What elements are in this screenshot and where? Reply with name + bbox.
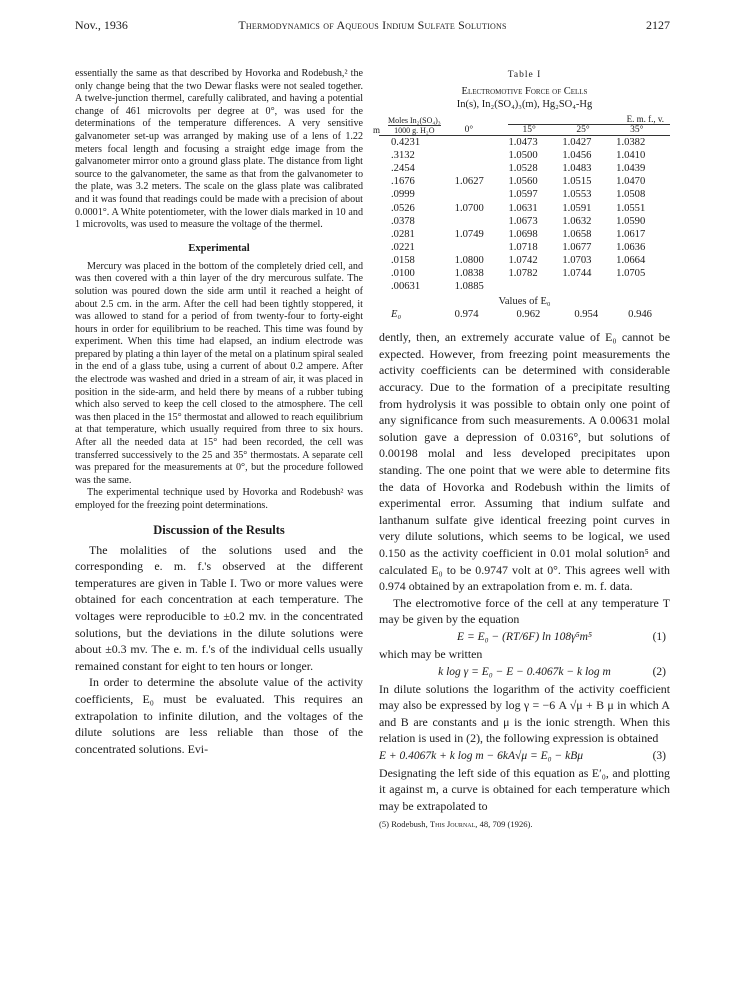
dilute-solution-paragraph: In dilute solutions the logarithm of the activity coefficient may also be expressed by log γ = −6 A √μ + B μ in which A and B are constants and μ is the ionic strength. When this relation is used in (2), the following expression is obtained xyxy=(379,681,670,746)
e0-label: E₀ xyxy=(391,309,402,321)
m-symbol: m xyxy=(373,125,381,135)
table-label: Table I xyxy=(507,70,542,80)
e0-row xyxy=(379,308,670,321)
table-row: .0526 1.0700 1.0631 1.0591 1.0551 xyxy=(391,202,646,214)
table-row: .0221 1.0718 1.0677 1.0636 xyxy=(391,241,646,253)
temp-0-header: 0° xyxy=(464,125,474,135)
temp-35-header: 35° xyxy=(630,125,644,135)
molality-header xyxy=(373,114,455,136)
experimental-paragraph: Mercury was placed in the bottom of the completely dried cell, and was then covered with a thin layer of the dry mercurous sulfate. The solution was poured down the side arm until it reached a height of about 2.5 cm. in the arm. After the cell had been tightly stoppered, it was allowed to stand for a period of from twenty-four to forty-eight hours in order for equilibrium to be reached. This time was found by experiment. When this time had elapsed, an indium electrode was prepared by plating a thin layer of the metal on a platinum spiral sealed in the end of a glass tube, using a current of about 0.2 ampere. After the electrode was washed and dried in a stream of air, it was placed in position in the side-arm, and held there by means of a rubber tubing which also served to keep the cell closed to the atmosphere. The cell was then placed in the 15° thermostat and allowed to reach equilibrium at that temperature, which usually required from three to six hours. After all the needed data at 15° had been recorded, the cell was transferred successively to the 25 and 35° thermostats. A separate cell was prepared for the measurements at 0°, but the procedure followed was the same. xyxy=(75,260,363,486)
temp-15-header: 15° xyxy=(522,125,536,135)
footnote-mark: (5) xyxy=(379,818,390,829)
experimental-heading: Experimental xyxy=(188,242,250,254)
freezing-point-paragraph: The experimental technique used by Hovorka and Rodebush² was employed for the freezing point determinations. xyxy=(75,487,363,511)
footnote-tail: , 48, 709 (1926). xyxy=(475,818,533,829)
footnote-journal: This Journal xyxy=(429,818,476,829)
discussion-paragraph-3: dently, then, an extremely accurate value of E₀ cannot be expected. However, from freezing point measurements the activity coefficients can be determined with considerable accuracy. Due to the formation of a precipitate resulting from hydrolysis it was possible to obtain only one point of any significance from such measurements. A 0.00631 molal solution gave a depression of 0.0316°, but solutions of 0.00198 molal and less developed precipitates upon standing. The one point that we were able to determine fits the data of Hovorka and Rodebush within the limits of experimental error. Assuming that indium sulfate and lanthanum sulfate give identical freezing point curves in very dilute solutions, which seems to be logical, we used 0.150 as the activity coefficient in 0.01 molal solution⁵ and calculated E₀ to be 0.9747 volt at 0°. This agrees well with 0.974 obtained by an extrapolation from e. m. f. data. xyxy=(379,330,670,594)
table-row: .0281 1.0749 1.0698 1.0658 1.0617 xyxy=(391,228,646,240)
equation-intro: The electromotive force of the cell at any temperature T may be given by the equation xyxy=(379,595,670,627)
table-row: .3132 1.0500 1.0456 1.0410 xyxy=(391,150,646,162)
discussion-heading: Discussion of the Results xyxy=(153,522,285,537)
right-column xyxy=(373,68,670,829)
table-row: .1676 1.0627 1.0560 1.0515 1.0470 xyxy=(391,176,646,188)
e0-value: 0.962 xyxy=(516,309,541,321)
table-i xyxy=(373,70,670,321)
e0-value: 0.954 xyxy=(574,309,599,321)
table-row: .00631 1.0885 xyxy=(391,281,484,293)
table-subtitle: In(s), In₂(SO₄)₃(m), Hg₂SO₄-Hg xyxy=(456,99,593,110)
equation-3-number: (3) xyxy=(652,749,666,762)
discussion-paragraph-2: In order to determine the absolute value of the activity coefficients, E₀ must be evaluated. This requires an extrapolation to infinite dilution, and the voltages of the dilute solutions are less reliable than those of the concentrated solutions. Evi- xyxy=(75,675,363,756)
equation-2-number: (2) xyxy=(652,665,666,678)
temp-25-header: 25° xyxy=(576,125,590,135)
molality-header-top: Moles In₂(SO₄)₃ xyxy=(388,116,441,125)
emf-group-header: E. m. f., v. xyxy=(508,114,670,125)
discussion-paragraph-1: The molalities of the solutions used and the corresponding e. m. f.'s observed at the different temperatures are given in Table I. Two or more values were obtained for each concentration at each temperature. The voltages were reproducible to ±0.2 mv. in the concentrated solutions, but the deviations in the dilute solutions were about ±0.3 mv. The e. m. f.'s of the individual cells usually remained constant for eight to ten hours or longer. xyxy=(75,542,363,673)
e0-values-title: Values of E₀ xyxy=(498,296,551,308)
emf-table xyxy=(373,114,670,293)
e0-value: 0.946 xyxy=(628,309,652,321)
apparatus-paragraph: essentially the same as that described by Hovorka and Rodebush,² the only change being that the two Dewar flasks were not sealed together. A twelve-junction thermel, carefully calibrated, and having a potential change of 461 microvolts per degree at 0°, was used for the determinations of the temperature differences. A very sensitive galvanometer set-up was arranged by making use of a lens of 1.22 meters focal length and focusing a straight edge image from the galvanometer mirror onto a ground glass plate. The distance from light source to the galvanometer, the same as that from the galvanometer to the plate, was 3.2 meters. The scale on the glass plate was calibrated and it was found that readings could be made with a precision of about 0.0001°. A White potentiometer, with the lower dials marked in 10 and 1 microvolts, was used to measure the voltage of the thermel. xyxy=(75,68,363,231)
table-row: .0158 1.0800 1.0742 1.0703 1.0664 xyxy=(391,254,646,266)
e0-value: 0.974 xyxy=(454,309,479,321)
equation-bridge: which may be written xyxy=(379,646,483,661)
equation-1: E = E₀ − (RT/6F) ln 108γ⁵m⁵ (1) xyxy=(457,630,666,643)
table-row: .0100 1.0838 1.0782 1.0744 1.0705 xyxy=(391,267,646,279)
equation-1-number: (1) xyxy=(652,630,666,643)
issue-date: Nov., 1936 xyxy=(75,18,128,32)
molality-header-bottom: 1000 g. H₂O xyxy=(394,126,435,135)
page-number: 2127 xyxy=(646,18,670,32)
running-title: Thermodynamics of Aqueous Indium Sulfate Solutions xyxy=(238,18,507,32)
table-row: .2454 1.0528 1.0483 1.0439 xyxy=(391,163,646,175)
e0-values-table xyxy=(379,308,670,321)
running-head xyxy=(75,18,670,34)
left-column xyxy=(75,68,363,757)
equation-3: E + 0.4067k + k log m − 6kA√μ = E₀ − kBμ (3) xyxy=(379,749,666,762)
table-row: 0.4231 1.0473 1.0427 1.0382 xyxy=(391,137,646,149)
table-title: Electromotive Force of Cells xyxy=(461,86,588,97)
footnote-text: Rodebush, xyxy=(391,818,430,829)
extrapolation-paragraph: Designating the left side of this equation as E′₀, and plotting it against m, a curve is obtained for each temperature which may be extrapolated to xyxy=(379,765,670,814)
table-row: .0378 1.0673 1.0632 1.0590 xyxy=(391,215,646,227)
footnote xyxy=(379,819,670,829)
equation-2: k log γ = E₀ − E − 0.4067k − k log m (2) xyxy=(438,665,666,678)
table-row: .0999 1.0597 1.0553 1.0508 xyxy=(391,189,646,201)
